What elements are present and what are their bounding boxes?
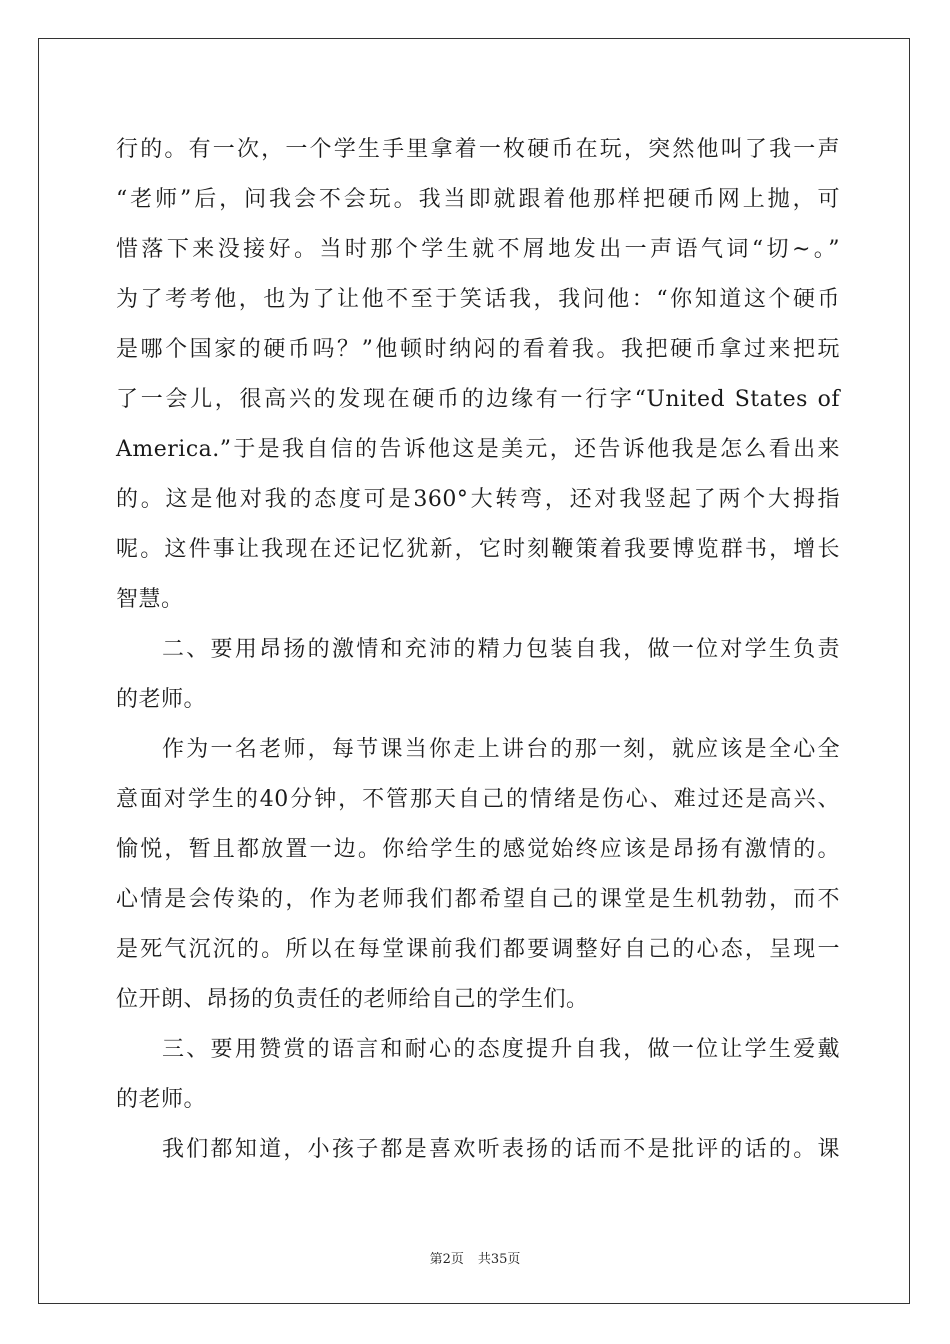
text-line: 行的。有一次，一个学生手里拿着一枚硬币在玩，突然他叫了我一声	[116, 137, 840, 162]
text-line: 呢。这件事让我现在还记忆犹新，它时刻鞭策着我要博览群书，增长	[116, 537, 840, 562]
text-line: 的老师。	[116, 1087, 207, 1112]
text-line: 是死气沉沉的。所以在每堂课前我们都要调整好自己的心态，呈现一	[116, 937, 840, 962]
text-line: 为了考考他，也为了让他不至于笑话我，我问他：“你知道这个硬币	[116, 287, 840, 312]
page-total: 共35页	[477, 1252, 521, 1267]
text-line: 三、要用赞赏的语言和耐心的态度提升自我，做一位让学生爱戴	[162, 1037, 840, 1062]
text-line: 惜落下来没接好。当时那个学生就不屑地发出一声语气词“切~。”	[116, 237, 840, 262]
text-line: America.”于是我自信的告诉他这是美元，还告诉他我是怎么看出来	[116, 437, 840, 462]
text-line: 愉悦，暂且都放置一边。你给学生的感觉始终应该是昂扬有激情的。	[116, 837, 840, 862]
text-line: 作为一名老师，每节课当你走上讲台的那一刻，就应该是全心全	[162, 737, 840, 762]
text-line: 心情是会传染的，作为老师我们都希望自己的课堂是生机勃勃，而不	[116, 887, 840, 912]
text-line: 的。这是他对我的态度可是360°大转弯，还对我竖起了两个大拇指	[116, 487, 840, 512]
text-line: 意面对学生的40分钟，不管那天自己的情绪是伤心、难过还是高兴、	[116, 787, 840, 812]
text-line: 了一会儿，很高兴的发现在硬币的边缘有一行字“United States of	[116, 387, 840, 412]
text-line: 的老师。	[116, 687, 207, 712]
text-line: 位开朗、昂扬的负责任的老师给自己的学生们。	[116, 987, 589, 1012]
text-line: 是哪个国家的硬币吗？”他顿时纳闷的看着我。我把硬币拿过来把玩	[116, 337, 840, 362]
text-line: 智慧。	[116, 587, 184, 612]
page-footer	[0, 1248, 950, 1267]
text-line: “老师”后，问我会不会玩。我当即就跟着他那样把硬币网上抛，可	[116, 187, 840, 212]
text-line: 我们都知道，小孩子都是喜欢听表扬的话而不是批评的话的。课	[162, 1137, 840, 1162]
text-line: 二、要用昂扬的激情和充沛的精力包装自我，做一位对学生负责	[162, 637, 840, 662]
document-body	[116, 125, 840, 1175]
page-number: 第2页	[429, 1252, 464, 1267]
